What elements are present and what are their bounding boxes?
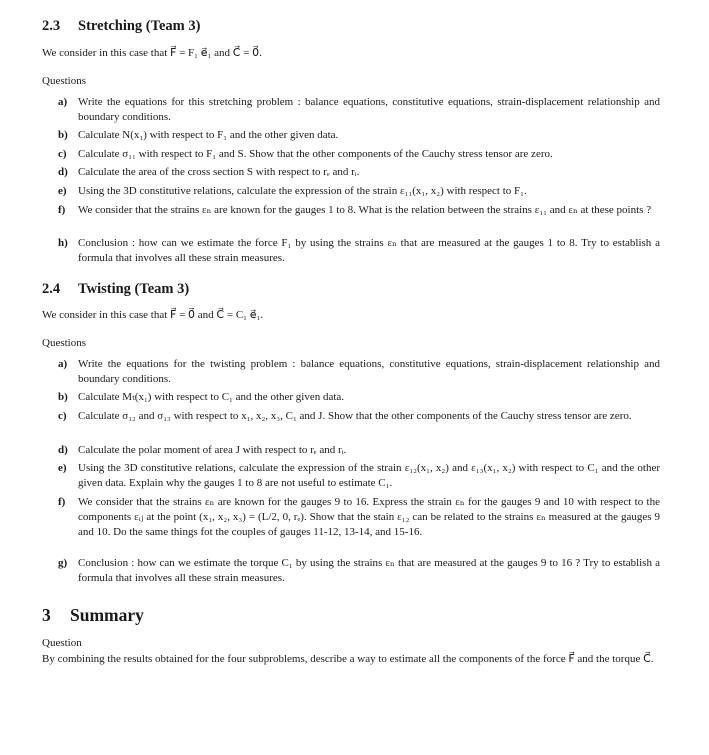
section-2-3-questions-label: Questions xyxy=(42,75,86,87)
question-item xyxy=(58,556,660,586)
question-text: Calculate σ₁₁ with respect to F₁ and S. Show that the other components of the Cauchy stress tensor are zero. xyxy=(78,148,553,160)
question-label: g) xyxy=(58,557,68,569)
section-title: Twisting (Team 3) xyxy=(78,281,190,297)
question-label: h) xyxy=(58,237,68,249)
question-label: f) xyxy=(58,204,66,216)
question-text: Using the 3D constitutive relations, calculate the expression of the strain ε₁₂(x₁, x₂) and ε₁₃(x₁, x₂) with respect to C₁ and the other given data. Explain why the gauges 1 to 8 are not useful to estimate C₁. xyxy=(78,462,660,489)
question-label: c) xyxy=(58,148,67,160)
question-text: Calculate Mₜ(x₁) with respect to C₁ and the other given data. xyxy=(78,391,345,403)
question-label: a) xyxy=(58,96,68,108)
question-label: d) xyxy=(58,444,68,456)
question-item xyxy=(58,357,660,387)
question-text: Write the equations for the twisting problem : balance equations, constitutive equations, strain-displacement relationship and boundary conditions. xyxy=(78,358,660,385)
section-3-text: By combining the results obtained for the four subproblems, describe a way to estimate all the components of the force F⃗ and the torque C⃗. xyxy=(42,653,654,665)
question-label: d) xyxy=(58,166,68,178)
question-label: e) xyxy=(58,462,67,474)
question-item xyxy=(58,184,660,199)
question-text: Conclusion : how can we estimate the force F₁ by using the strains εₙ that are measured at the gauges 1 to 8. Try to establish a formula that involves all these strain measures. xyxy=(78,237,660,264)
question-item xyxy=(58,390,660,405)
section-title: Summary xyxy=(70,605,144,625)
question-item xyxy=(58,128,660,143)
section-3-heading xyxy=(42,605,144,626)
question-text: We consider that the strains εₙ are known for the gauges 1 to 8. What is the relation between the strains ε₁₁ and εₙ at these points ? xyxy=(78,204,652,216)
question-text: Conclusion : how can we estimate the torque C₁ by using the strains εₙ that are measured at the gauges 9 to 16 ? Try to establish a formula that involves all these strain measures. xyxy=(78,557,660,584)
section-2-3-intro: We consider in this case that F⃗ = F₁ e⃗₁ and C⃗ = 0⃗. xyxy=(42,47,262,59)
question-item xyxy=(58,165,660,180)
section-2-4-intro: We consider in this case that F⃗ = 0⃗ and C⃗ = C₁ e⃗₁. xyxy=(42,309,264,321)
question-item xyxy=(58,495,660,540)
question-text: Calculate the area of the cross section S with respect to rₑ and rᵢ. xyxy=(78,166,360,178)
section-title: Stretching (Team 3) xyxy=(78,18,201,34)
question-item xyxy=(58,203,660,218)
question-text: Calculate σ₁₂ and σ₁₃ with respect to x₁, x₂, x₃, C₁ and J. Show that the other components of the Cauchy stress tensor are zero. xyxy=(78,410,632,422)
section-2-4-heading xyxy=(42,281,189,298)
section-2-4-questions-label: Questions xyxy=(42,337,86,349)
question-text: Calculate the polar moment of area J with respect to rₑ and rᵢ. xyxy=(78,444,347,456)
question-item xyxy=(58,461,660,491)
question-label: f) xyxy=(58,496,66,508)
question-item xyxy=(58,236,660,266)
section-2-3-heading xyxy=(42,18,200,35)
question-item xyxy=(58,95,660,125)
question-item xyxy=(58,443,660,458)
section-3-question-label: Question xyxy=(42,637,82,649)
question-label: e) xyxy=(58,185,67,197)
section-number: 2.4 xyxy=(42,281,61,297)
question-text: We consider that the strains εₙ are known for the gauges 9 to 16. Express the strain εₙ for the gauges 9 and 10 with respect to the components εᵢⱼ at the point (x₁, x₂, x₃) = (L/2, 0, rₑ). Show that the stain ε₁₂ can be related to the strains εₙ measured at the gauges 9 and 10. Do the same things fot the couples of gauges 11-12, 13-14, and 15-16. xyxy=(78,496,660,538)
question-item xyxy=(58,147,660,162)
question-label: a) xyxy=(58,358,68,370)
section-number: 3 xyxy=(42,605,51,625)
question-text: Using the 3D constitutive relations, calculate the expression of the strain ε₁₁(x₁, x₂) with respect to F₁. xyxy=(78,185,527,197)
section-number: 2.3 xyxy=(42,18,61,34)
question-label: b) xyxy=(58,129,68,141)
question-text: Write the equations for this stretching problem : balance equations, constitutive equations, strain-displacement relationship and boundary conditions. xyxy=(78,96,660,123)
question-item xyxy=(58,409,660,424)
question-text: Calculate N(x₁) with respect to F₁ and the other given data. xyxy=(78,129,339,141)
question-label: c) xyxy=(58,410,67,422)
question-label: b) xyxy=(58,391,68,403)
